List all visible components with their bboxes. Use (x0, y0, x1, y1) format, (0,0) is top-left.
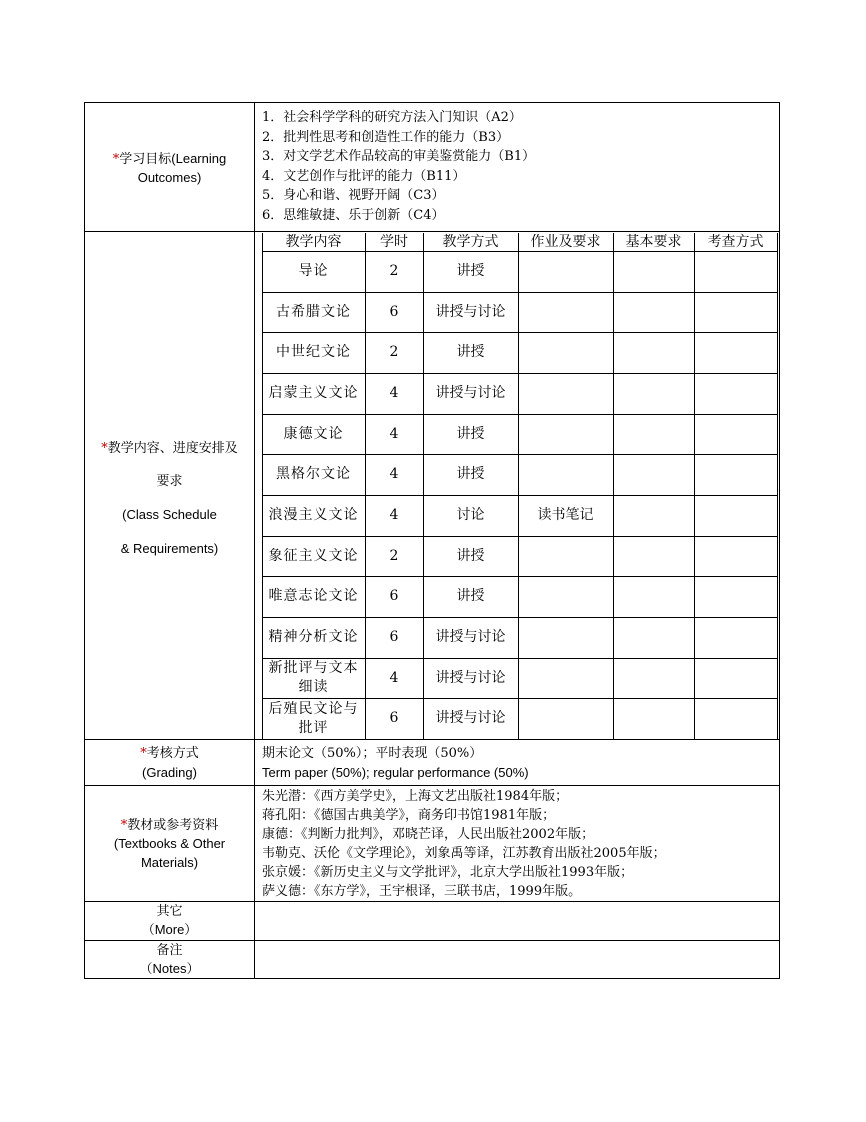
outcomes-label-en-2: Outcomes) (137, 170, 202, 185)
textbook-item: 张京媛：《新历史主义与文学批评》，北京大学出版社1993年版； (262, 865, 634, 880)
grading-label-en: (Grading) (142, 765, 197, 780)
grading-label (85, 744, 254, 783)
textbook-item: 朱光潜：《西方美学史》，上海文艺出版社1984年版； (262, 789, 569, 804)
cell-basic (613, 698, 694, 739)
cell-content: 后殖民文论与批评 (268, 700, 359, 736)
cell-exam (694, 332, 777, 373)
cell-content: 黑格尔文论 (276, 466, 351, 482)
cell-hours: 6 (389, 710, 399, 726)
grading-cn: 期末论文（50%）；平时表现（50%） (262, 746, 483, 761)
cell-hours: 4 (389, 425, 399, 442)
cell-hours: 4 (389, 466, 399, 482)
textbook-item: 蒋孔阳：《德国古典美学》，商务印书馆1981年版； (262, 808, 556, 823)
cell-homework (518, 454, 613, 495)
cell-exam (694, 454, 777, 495)
cell-method: 讲授与讨论 (435, 385, 506, 401)
textbook-item: 康德：《判断力批判》，邓晓芒译，人民出版社2002年版； (262, 827, 595, 842)
required-mark: * (112, 152, 120, 167)
cell-basic (613, 332, 694, 373)
cell-basic (613, 251, 694, 292)
cell-hours: 4 (389, 385, 399, 401)
cell-content: 中世纪文论 (276, 344, 351, 360)
cell-homework (518, 536, 613, 576)
schedule-label-cn-2: 要求 (156, 474, 183, 489)
grading-label-cn: 考核方式 (146, 746, 199, 761)
more-label (85, 903, 254, 940)
cell-content: 唯意志论文论 (268, 588, 359, 604)
cell-hours: 6 (389, 303, 399, 320)
cell-basic (613, 454, 694, 495)
grid-col-line (777, 233, 778, 739)
cell-method: 讲授与讨论 (435, 629, 506, 645)
cell-exam (694, 373, 777, 414)
schedule-label (85, 432, 254, 566)
cell-method: 讲授 (456, 547, 485, 564)
schedule-label-cn: 教学内容、进度安排及 (107, 441, 238, 456)
grid-row-line (262, 739, 778, 740)
schedule-label-en: (Class Schedule (122, 507, 217, 522)
cell-exam (694, 698, 777, 739)
notes-label-en: （Notes） (139, 961, 200, 976)
row-divider (84, 940, 780, 941)
outcome-item: 1．社会科学学科的研究方法入门知识（A2） (262, 110, 522, 125)
cell-method: 讲授与讨论 (435, 669, 506, 686)
cell-homework (518, 698, 613, 739)
cell-hours: 2 (389, 263, 399, 279)
notes-label (85, 942, 254, 979)
column-header: 作业及要求 (530, 233, 601, 250)
cell-exam (694, 495, 777, 536)
cell-homework (518, 251, 613, 292)
schedule-label-en-2: & Requirements) (120, 541, 219, 556)
required-mark: * (140, 746, 147, 761)
column-header: 教学内容 (285, 233, 342, 250)
cell-exam (694, 251, 777, 292)
textbooks-label-en: (Textbooks & Other (113, 836, 226, 851)
cell-exam (694, 617, 777, 658)
cell-hours: 2 (389, 547, 399, 564)
cell-basic (613, 576, 694, 617)
cell-method: 讲授 (456, 425, 485, 442)
outcome-item: 3．对文学艺术作品较高的审美鉴赏能力（B1） (262, 149, 536, 165)
cell-homework: 读书笔记 (537, 507, 594, 523)
cell-method: 讲授与讨论 (435, 303, 506, 320)
cell-hours: 2 (389, 344, 399, 360)
textbooks-label-en-2: Materials) (140, 855, 199, 870)
textbooks-label (85, 817, 254, 873)
cell-hours: 4 (389, 669, 399, 686)
row-divider (84, 785, 780, 786)
cell-content: 康德文论 (283, 425, 344, 442)
cell-hours: 6 (389, 629, 399, 645)
grading-en: Term paper (50%); regular performance (50%) (262, 765, 529, 780)
textbooks-list (262, 787, 666, 901)
outcomes-label-cn: 学习目标 (119, 152, 172, 167)
outcome-item: 2．批判性思考和创造性工作的能力（B3） (262, 129, 510, 145)
column-header: 教学方式 (442, 233, 499, 250)
cell-method: 讲授 (456, 588, 485, 604)
cell-homework (518, 332, 613, 373)
textbooks-label-cn: 教材或参考资料 (127, 818, 219, 833)
notes-label-cn: 备注 (156, 943, 183, 958)
outcomes-list (262, 108, 535, 226)
cell-content: 象征主义文论 (268, 547, 359, 564)
cell-homework (518, 414, 613, 454)
cell-hours: 6 (389, 588, 399, 604)
textbook-item: 韦勒克、沃伦《文学理论》，刘象禹等译，江苏教育出版社2005年版； (262, 846, 666, 861)
required-mark: * (101, 441, 108, 456)
more-label-en: （More） (141, 922, 198, 937)
outcome-item: 6．思维敏捷、乐于创新（C4） (262, 207, 445, 223)
cell-basic (613, 658, 694, 698)
cell-method: 讲授 (456, 344, 485, 360)
cell-homework (518, 576, 613, 617)
cell-exam (694, 292, 777, 332)
cell-basic (613, 617, 694, 658)
cell-method: 讲授 (456, 466, 485, 482)
cell-basic (613, 536, 694, 576)
cell-exam (694, 576, 777, 617)
cell-content: 浪漫主义文论 (268, 507, 359, 523)
outcomes-label-en: (Learning (171, 151, 227, 166)
cell-basic (613, 495, 694, 536)
cell-content: 导论 (298, 263, 329, 279)
cell-content: 古希腊文论 (276, 303, 351, 320)
cell-homework (518, 292, 613, 332)
required-mark: * (120, 818, 128, 833)
cell-exam (694, 536, 777, 576)
textbook-item: 萨义德：《东方学》，王宇根译，三联书店，1999年版。 (262, 884, 582, 899)
column-header: 基本要求 (625, 233, 682, 250)
outcome-item: 4．文艺创作与批评的能力（B11） (262, 168, 466, 184)
cell-method: 讨论 (456, 507, 485, 523)
cell-content: 启蒙主义文论 (268, 385, 359, 401)
column-header: 考查方式 (707, 233, 764, 250)
outcomes-label (85, 150, 254, 188)
cell-homework (518, 658, 613, 698)
cell-basic (613, 373, 694, 414)
cell-exam (694, 414, 777, 454)
column-divider (254, 102, 255, 979)
cell-homework (518, 617, 613, 658)
cell-basic (613, 292, 694, 332)
row-divider (84, 901, 780, 902)
cell-exam (694, 658, 777, 698)
cell-content: 新批评与文本细读 (268, 660, 359, 695)
cell-hours: 4 (389, 507, 399, 523)
cell-method: 讲授与讨论 (435, 710, 506, 726)
grading-content (262, 744, 529, 782)
cell-homework (518, 373, 613, 414)
outcome-item: 5．身心和谐、视野开阔（C3） (262, 188, 445, 204)
cell-method: 讲授 (456, 263, 485, 279)
cell-basic (613, 414, 694, 454)
column-header: 学时 (380, 233, 408, 250)
more-label-cn: 其它 (156, 904, 183, 919)
cell-content: 精神分析文论 (268, 629, 359, 645)
